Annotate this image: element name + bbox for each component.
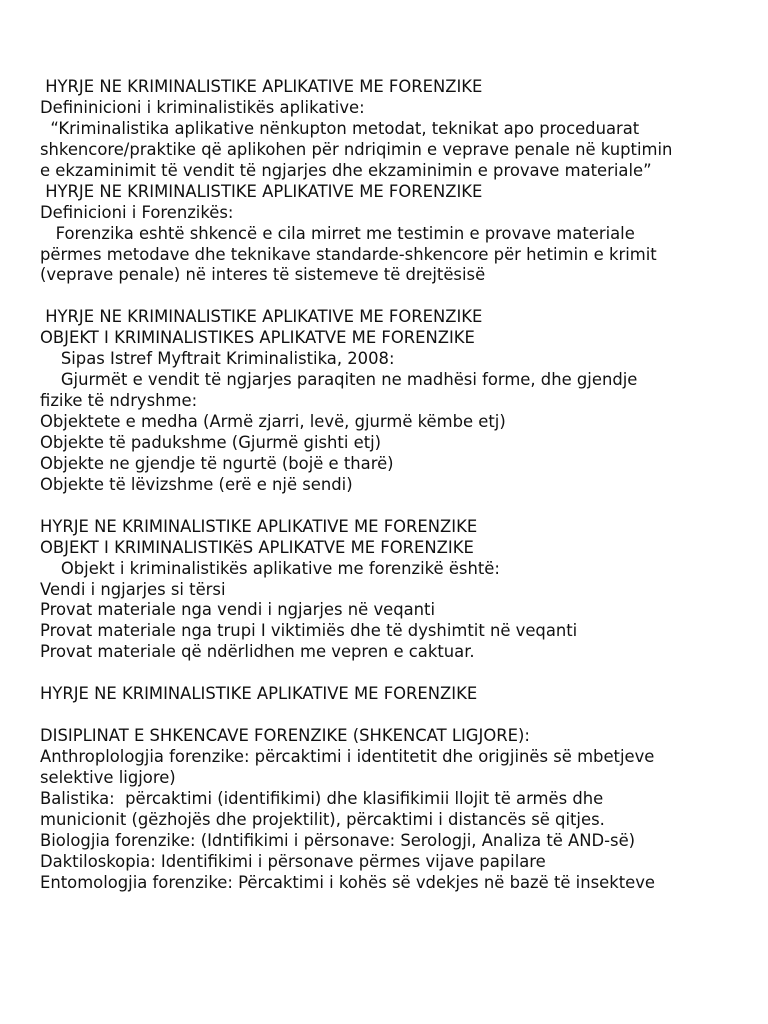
text-line: e ekzaminimit të vendit të ngjarjes dhe ekzaminimin e provave materiale” [40,160,652,180]
text-section [40,684,740,705]
text-line: Objekte ne gjendje të ngurtë (bojë e tharë) [40,453,394,473]
text-line: fizike të ndryshme: [40,391,198,411]
text-line: Objekte të lëvizshme (erë e një sendi) [40,474,353,494]
text-line: HYRJE NE KRIMINALISTIKE APLIKATIVE ME FORENZIKE [40,77,483,96]
text-line: HYRJE NE KRIMINALISTIKE APLIKATIVE ME FORENZIKE [40,307,483,327]
text-line: Entomologjia forenzike: Përcaktimi i kohës së vdekjes në bazë të insekteve [40,872,656,892]
text-line: Anthroplologjia forenzike: përcaktimi i identitetit dhe origjinës së mbetjeve [40,747,655,766]
text-section [40,517,740,664]
text-line: Definicioni i Forenzikës: [40,202,234,222]
text-line: Gjurmët e vendit të ngjarjes paraqiten ne madhësi forme, dhe gjendje [40,370,638,390]
text-line: Biologjia forenzike: (Idntifikimi i përsonave: Serologji, Analiza të AND-së) [40,830,636,850]
text-line: selektive ligjore) [40,767,176,787]
text-line: OBJEKT I KRIMINALISTIKëS APLIKATVE ME FORENZIKE [40,537,474,557]
blank-line [40,496,740,517]
text-line: Objekt i kriminalistikës aplikative me forenzikë është: [40,558,500,578]
text-line: Balistika: përcaktimi (identifikimi) dhe klasifikimii llojit të armës dhe [40,788,604,808]
text-line: HYRJE NE KRIMINALISTIKE APLIKATIVE ME FORENZIKE [40,684,478,704]
text-line: Vendi i ngjarjes si tërsi [40,579,226,599]
text-line: Provat materiale që ndërlidhen me vepren e caktuar. [40,642,475,662]
text-line: HYRJE NE KRIMINALISTIKE APLIKATIVE ME FORENZIKE [40,516,478,536]
text-section [40,307,740,495]
text-line: Objektete e medha (Armë zjarri, levë, gjurmë këmbe etj) [40,412,506,431]
blank-line [40,286,740,307]
text-section [40,77,740,286]
text-line: shkencore/praktike që aplikohen për ndriqimin e veprave penale në kuptimin [40,139,673,159]
text-line: përmes metodave dhe teknikave standarde-shkencore për hetimin e krimit [40,244,657,264]
text-line: OBJEKT I KRIMINALISTIKES APLIKATVE ME FORENZIKE [40,328,475,348]
blank-line [40,663,740,684]
text-line: (veprave penale) në interes të sistemeve të drejtësisë [40,265,486,285]
text-line: Forenzika eshtë shkencë e cila mirret me testimin e provave materiale [40,223,635,243]
text-line: Provat materiale nga vendi i ngjarjes në veqanti [40,600,436,620]
document-text [40,77,740,894]
text-line: DISIPLINAT E SHKENCAVE FORENZIKE (SHKENCAT LIGJORE): [40,726,530,746]
text-line: “Kriminalistika aplikative nënkupton metodat, teknikat apo proceduarat [40,118,640,138]
text-line: Defininicioni i kriminalistikës aplikative: [40,97,365,117]
text-line: Objekte të padukshme (Gjurmë gishti etj) [40,432,382,452]
text-section [40,726,740,894]
blank-line [40,705,740,726]
text-line: municionit (gëzhojës dhe projektilit), përcaktimi i distancës së qitjes. [40,809,605,829]
text-line: Sipas Istref Myftrait Kriminalistika, 2008: [40,349,395,369]
text-line: Daktiloskopia: Identifikimi i përsonave përmes vijave papilare [40,851,546,871]
text-line: HYRJE NE KRIMINALISTIKE APLIKATIVE ME FORENZIKE [40,181,483,201]
text-line: Provat materiale nga trupi I viktimiës dhe të dyshimtit në veqanti [40,621,578,641]
